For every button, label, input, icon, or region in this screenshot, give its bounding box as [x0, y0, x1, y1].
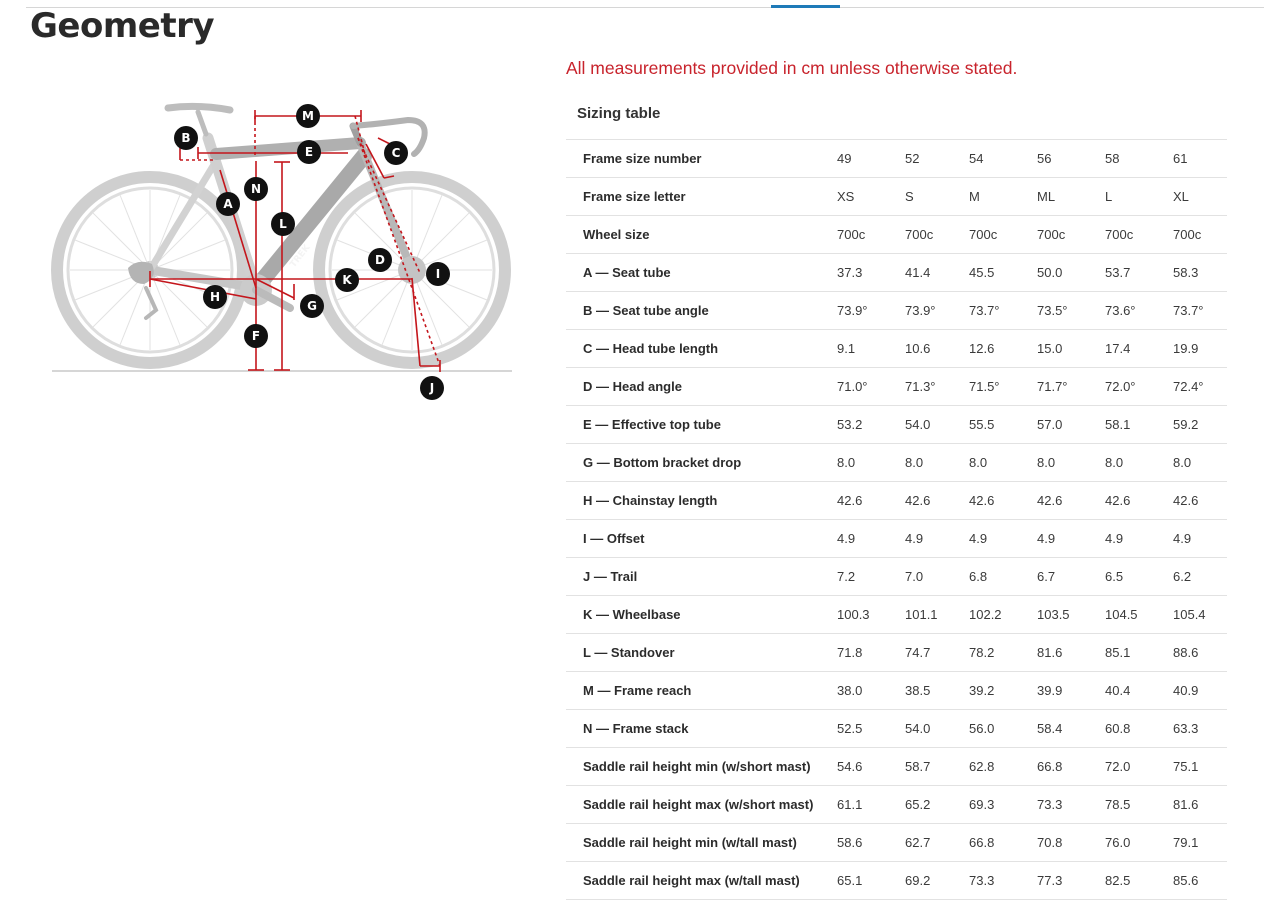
row-label: Saddle rail height min (w/tall mast): [566, 824, 837, 862]
table-row: [566, 520, 1227, 558]
table-row: [566, 406, 1227, 444]
badge-h-icon: [203, 285, 227, 309]
table-cell: 88.6: [1173, 634, 1227, 672]
table-row: [566, 558, 1227, 596]
table-cell: 66.8: [969, 824, 1037, 862]
table-cell: 59.2: [1173, 406, 1227, 444]
badge-i-icon: [426, 262, 450, 286]
table-cell: 103.5: [1037, 596, 1105, 634]
sizing-table-title: Sizing table: [577, 105, 661, 122]
table-row: [566, 216, 1227, 254]
svg-text:I: I: [435, 267, 441, 281]
table-cell: 63.3: [1173, 710, 1227, 748]
table-row: [566, 330, 1227, 368]
table-cell: XS: [837, 178, 905, 216]
table-cell: 700c: [1105, 216, 1173, 254]
table-cell: M: [969, 178, 1037, 216]
table-cell: 45.5: [969, 254, 1037, 292]
table-cell: S: [905, 178, 969, 216]
table-cell: 6.7: [1037, 558, 1105, 596]
table-cell: 61: [1173, 140, 1227, 178]
table-cell: 9.1: [837, 330, 905, 368]
table-cell: 73.7°: [969, 292, 1037, 330]
table-cell: 40.4: [1105, 672, 1173, 710]
table-cell: 105.4: [1173, 596, 1227, 634]
row-label: E — Effective top tube: [566, 406, 837, 444]
row-label: D — Head angle: [566, 368, 837, 406]
svg-text:K: K: [342, 273, 352, 287]
table-cell: 49: [837, 140, 905, 178]
table-row: [566, 748, 1227, 786]
table-cell: 69.3: [969, 786, 1037, 824]
table-cell: 60.8: [1105, 710, 1173, 748]
table-cell: 40.9: [1173, 672, 1227, 710]
table-cell: 8.0: [905, 444, 969, 482]
table-cell: 700c: [837, 216, 905, 254]
table-cell: 4.9: [905, 520, 969, 558]
table-cell: 62.7: [905, 824, 969, 862]
table-cell: 4.9: [969, 520, 1037, 558]
table-cell: 17.4: [1105, 330, 1173, 368]
table-cell: 700c: [1173, 216, 1227, 254]
table-cell: 38.0: [837, 672, 905, 710]
table-cell: 61.1: [837, 786, 905, 824]
table-row: [566, 444, 1227, 482]
badge-n-icon: [244, 177, 268, 201]
table-cell: 6.5: [1105, 558, 1173, 596]
bike-geometry-illustration: [48, 98, 518, 403]
table-row: [566, 178, 1227, 216]
table-cell: 71.3°: [905, 368, 969, 406]
sizing-table: [566, 140, 1227, 900]
badge-d-icon: [368, 248, 392, 272]
table-cell: 8.0: [837, 444, 905, 482]
table-row: [566, 292, 1227, 330]
table-cell: L: [1105, 178, 1173, 216]
badge-j-icon: [420, 376, 444, 400]
table-cell: 58.7: [905, 748, 969, 786]
table-cell: 39.2: [969, 672, 1037, 710]
sizing-table-body: [566, 140, 1227, 900]
table-cell: 54.6: [837, 748, 905, 786]
row-label: Saddle rail height max (w/short mast): [566, 786, 837, 824]
table-cell: 6.2: [1173, 558, 1227, 596]
row-label: H — Chainstay length: [566, 482, 837, 520]
badge-b-icon: [174, 126, 198, 150]
table-cell: 4.9: [1037, 520, 1105, 558]
row-label: K — Wheelbase: [566, 596, 837, 634]
table-cell: 72.0°: [1105, 368, 1173, 406]
table-row: [566, 824, 1227, 862]
table-cell: 4.9: [837, 520, 905, 558]
table-cell: 7.2: [837, 558, 905, 596]
table-row: [566, 596, 1227, 634]
table-cell: 73.5°: [1037, 292, 1105, 330]
units-note: All measurements provided in cm unless otherwise stated.: [566, 58, 1018, 78]
badge-g-icon: [300, 294, 324, 318]
table-cell: 52: [905, 140, 969, 178]
table-cell: 58: [1105, 140, 1173, 178]
table-cell: 76.0: [1105, 824, 1173, 862]
table-cell: 81.6: [1173, 786, 1227, 824]
svg-text:N: N: [250, 182, 262, 196]
row-label: C — Head tube length: [566, 330, 837, 368]
badge-c-icon: [384, 141, 408, 165]
table-cell: 73.3: [1037, 786, 1105, 824]
table-cell: 71.5°: [969, 368, 1037, 406]
table-cell: 73.9°: [837, 292, 905, 330]
table-cell: 78.5: [1105, 786, 1173, 824]
svg-text:M: M: [302, 109, 314, 123]
table-cell: 85.1: [1105, 634, 1173, 672]
table-cell: 42.6: [905, 482, 969, 520]
table-cell: 70.8: [1037, 824, 1105, 862]
table-cell: 55.5: [969, 406, 1037, 444]
table-cell: 71.8: [837, 634, 905, 672]
badge-f-icon: [244, 324, 268, 348]
badge-l-icon: [271, 212, 295, 236]
row-label: Frame size letter: [566, 178, 837, 216]
table-cell: 4.9: [1173, 520, 1227, 558]
table-row: [566, 482, 1227, 520]
page-title: Geometry: [30, 6, 214, 46]
table-cell: 39.9: [1037, 672, 1105, 710]
table-cell: 62.8: [969, 748, 1037, 786]
table-row: [566, 368, 1227, 406]
table-cell: 100.3: [837, 596, 905, 634]
svg-text:H: H: [209, 290, 221, 304]
table-cell: 72.4°: [1173, 368, 1227, 406]
table-row: [566, 672, 1227, 710]
row-label: M — Frame reach: [566, 672, 837, 710]
table-cell: 77.3: [1037, 862, 1105, 900]
svg-text:A: A: [223, 197, 233, 211]
row-label: Saddle rail height max (w/tall mast): [566, 862, 837, 900]
table-cell: 19.9: [1173, 330, 1227, 368]
table-cell: 12.6: [969, 330, 1037, 368]
row-label: L — Standover: [566, 634, 837, 672]
table-cell: 700c: [1037, 216, 1105, 254]
table-cell: 41.4: [905, 254, 969, 292]
table-cell: 56.0: [969, 710, 1037, 748]
svg-text:G: G: [307, 299, 317, 313]
table-cell: 8.0: [969, 444, 1037, 482]
table-cell: 74.7: [905, 634, 969, 672]
svg-text:C: C: [391, 146, 401, 160]
table-cell: 8.0: [1105, 444, 1173, 482]
svg-text:D: D: [375, 253, 385, 267]
svg-text:F: F: [251, 329, 261, 343]
badge-a-icon: [216, 192, 240, 216]
table-cell: 71.0°: [837, 368, 905, 406]
row-label: A — Seat tube: [566, 254, 837, 292]
geometry-diagram: [48, 98, 518, 403]
table-cell: 54: [969, 140, 1037, 178]
active-tab-indicator: [771, 5, 840, 8]
row-label: Frame size number: [566, 140, 837, 178]
table-cell: ML: [1037, 178, 1105, 216]
table-cell: 75.1: [1173, 748, 1227, 786]
table-cell: 65.1: [837, 862, 905, 900]
table-cell: 82.5: [1105, 862, 1173, 900]
svg-text:E: E: [304, 145, 314, 159]
table-cell: 37.3: [837, 254, 905, 292]
table-cell: 54.0: [905, 406, 969, 444]
badge-m-icon: [296, 104, 320, 128]
table-cell: 78.2: [969, 634, 1037, 672]
table-cell: 72.0: [1105, 748, 1173, 786]
table-cell: 73.9°: [905, 292, 969, 330]
table-cell: 54.0: [905, 710, 969, 748]
table-cell: 42.6: [837, 482, 905, 520]
table-row: [566, 862, 1227, 900]
table-cell: 8.0: [1173, 444, 1227, 482]
table-cell: 58.6: [837, 824, 905, 862]
svg-text:J: J: [429, 381, 435, 395]
table-cell: 101.1: [905, 596, 969, 634]
row-label: G — Bottom bracket drop: [566, 444, 837, 482]
table-row: [566, 710, 1227, 748]
table-row: [566, 634, 1227, 672]
table-cell: 10.6: [905, 330, 969, 368]
table-cell: 42.6: [1037, 482, 1105, 520]
table-cell: 79.1: [1173, 824, 1227, 862]
row-label: Wheel size: [566, 216, 837, 254]
table-cell: 66.8: [1037, 748, 1105, 786]
table-cell: 71.7°: [1037, 368, 1105, 406]
badge-e-icon: [297, 140, 321, 164]
row-label: Saddle rail height min (w/short mast): [566, 748, 837, 786]
table-cell: 69.2: [905, 862, 969, 900]
table-cell: 65.2: [905, 786, 969, 824]
table-cell: 7.0: [905, 558, 969, 596]
svg-text:L: L: [279, 217, 287, 231]
table-cell: 6.8: [969, 558, 1037, 596]
table-cell: 58.4: [1037, 710, 1105, 748]
table-cell: 38.5: [905, 672, 969, 710]
table-cell: 52.5: [837, 710, 905, 748]
badge-k-icon: [335, 268, 359, 292]
table-cell: 700c: [905, 216, 969, 254]
table-cell: 58.1: [1105, 406, 1173, 444]
table-row: [566, 786, 1227, 824]
table-cell: 53.7: [1105, 254, 1173, 292]
table-cell: 85.6: [1173, 862, 1227, 900]
row-label: J — Trail: [566, 558, 837, 596]
table-cell: 50.0: [1037, 254, 1105, 292]
table-cell: 700c: [969, 216, 1037, 254]
table-cell: 57.0: [1037, 406, 1105, 444]
svg-text:B: B: [181, 131, 191, 145]
table-cell: 42.6: [1105, 482, 1173, 520]
row-label: B — Seat tube angle: [566, 292, 837, 330]
table-cell: 42.6: [969, 482, 1037, 520]
table-cell: 73.7°: [1173, 292, 1227, 330]
table-row: [566, 140, 1227, 178]
table-cell: 73.3: [969, 862, 1037, 900]
table-cell: 42.6: [1173, 482, 1227, 520]
table-cell: 58.3: [1173, 254, 1227, 292]
table-cell: 56: [1037, 140, 1105, 178]
table-cell: 53.2: [837, 406, 905, 444]
table-cell: 4.9: [1105, 520, 1173, 558]
row-label: N — Frame stack: [566, 710, 837, 748]
table-cell: 8.0: [1037, 444, 1105, 482]
table-cell: 73.6°: [1105, 292, 1173, 330]
row-label: I — Offset: [566, 520, 837, 558]
table-cell: XL: [1173, 178, 1227, 216]
table-cell: 15.0: [1037, 330, 1105, 368]
table-cell: 81.6: [1037, 634, 1105, 672]
table-cell: 102.2: [969, 596, 1037, 634]
table-row: [566, 254, 1227, 292]
table-cell: 104.5: [1105, 596, 1173, 634]
svg-text:TREK: TREK: [288, 243, 313, 270]
